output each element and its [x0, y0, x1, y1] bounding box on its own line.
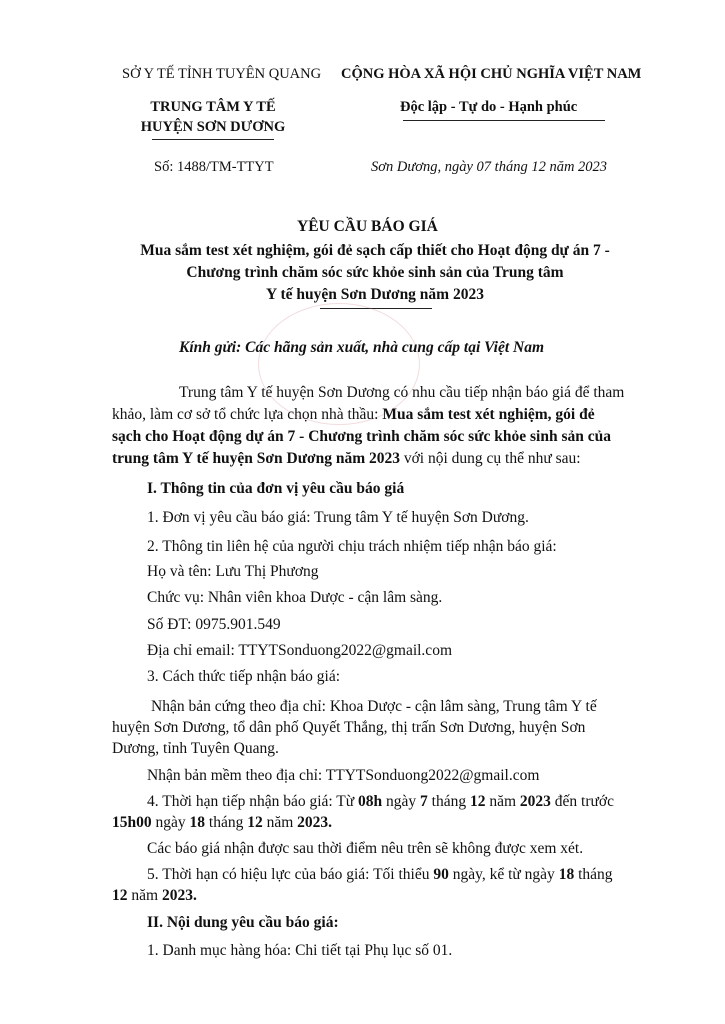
bold-value: 12	[469, 793, 486, 810]
intro-line2	[112, 406, 595, 424]
intro-bold-text: Mua sắm test xét nghiệm, gói đẻ	[382, 406, 595, 423]
recipient-line: Kính gửi: Các hãng sản xuất, nhà cung cấp tại Việt Nam	[179, 339, 545, 356]
text: 4. Thời hạn tiếp nhận báo giá: Từ	[147, 793, 359, 810]
organization-line2: HUYỆN SƠN DƯƠNG	[140, 119, 286, 135]
hard-copy-line1: Nhận bản cứng theo địa chỉ: Khoa Dược - cận lâm sàng, Trung tâm Y tế	[151, 698, 597, 715]
bold-value: 2023	[519, 793, 551, 810]
bold-value: 18	[189, 814, 206, 831]
section1-item1: 1. Đơn vị yêu cầu báo giá: Trung tâm Y tế huyện Sơn Dương.	[147, 509, 529, 526]
national-motto: Độc lập - Tự do - Hạnh phúc	[400, 99, 578, 115]
subject-line2: Chương trình chăm sóc sức khỏe sinh sản của Trung tâm	[186, 264, 564, 281]
bold-value: 12	[112, 887, 128, 904]
bold-value: 15h00	[112, 814, 152, 831]
date-place: Sơn Dương, ngày 07 tháng 12 năm 2023	[371, 159, 608, 175]
contact-position: Chức vụ: Nhân viên khoa Dược - cận lâm sàng.	[147, 589, 443, 606]
bold-value: 2023.	[161, 887, 197, 904]
text: 5. Thời hạn có hiệu lực của báo giá: Tối thiểu	[147, 866, 434, 883]
organization-line1: TRUNG TÂM Y TẾ	[150, 99, 276, 115]
section1-item4-line1	[147, 793, 614, 811]
section1-item3: 3. Cách thức tiếp nhận báo giá:	[147, 668, 341, 685]
text: ngày	[151, 814, 190, 831]
soft-copy-line: Nhận bản mềm theo địa chỉ: TTYTSonduong2022@gmail.com	[147, 767, 540, 784]
section2-heading: II. Nội dung yêu cầu báo giá:	[147, 914, 339, 931]
text: tháng	[205, 814, 248, 831]
intro-line4	[112, 450, 581, 468]
bold-value: 90	[433, 866, 449, 883]
document-title: YÊU CẦU BÁO GIÁ	[297, 218, 438, 235]
late-submission-note: Các báo giá nhận được sau thời điểm nêu trên sẽ không được xem xét.	[147, 840, 584, 857]
intro-line3: sạch cho Hoạt động dự án 7 - Chương trình chăm sóc sức khỏe sinh sản của	[112, 428, 611, 445]
text: tháng	[574, 866, 613, 883]
document-number: Số: 1488/TM-TTYT	[154, 159, 274, 175]
text: năm	[485, 793, 520, 810]
intro-line1: Trung tâm Y tế huyện Sơn Dương có nhu cầu tiếp nhận báo giá để tham	[179, 384, 625, 401]
bold-value: 2023.	[297, 814, 333, 831]
bold-value: 7	[420, 793, 428, 810]
org-underline	[152, 139, 274, 140]
intro-text: khảo, làm cơ sở tổ chức lựa chọn nhà thầu:	[112, 406, 383, 423]
title-underline	[320, 308, 432, 309]
republic-title: CỘNG HÒA XÃ HỘI CHỦ NGHĨA VIỆT NAM	[341, 66, 642, 82]
bold-value: 18	[558, 866, 575, 883]
contact-name: Họ và tên: Lưu Thị Phương	[147, 563, 319, 580]
contact-email: Địa chỉ email: TTYTSonduong2022@gmail.com	[147, 642, 452, 659]
subject-line3: Y tế huyện Sơn Dương năm 2023	[266, 286, 484, 303]
hard-copy-line2: huyện Sơn Dương, tổ dân phố Quyết Thắng, thị trấn Sơn Dương, huyện Sơn	[112, 719, 586, 736]
subject-line1: Mua sắm test xét nghiệm, gói đẻ sạch cấp thiết cho Hoạt động dự án 7 -	[140, 242, 610, 259]
motto-underline	[403, 120, 605, 121]
bold-value: 08h	[358, 793, 383, 810]
text: đến trước	[550, 793, 614, 810]
text: ngày, kể từ ngày	[448, 866, 559, 883]
text: năm	[262, 814, 298, 831]
section1-heading: I. Thông tin của đơn vị yêu cầu báo giá	[147, 480, 405, 497]
bold-value: 12	[247, 814, 263, 831]
section1-item4-line2	[112, 814, 332, 832]
section1-item2: 2. Thông tin liên hệ của người chịu trách nhiệm tiếp nhận báo giá:	[147, 538, 557, 555]
intro-bold-text: trung tâm Y tế huyện Sơn Dương năm 2023	[112, 450, 400, 467]
text: ngày	[382, 793, 421, 810]
hard-copy-line3: Dương, tỉnh Tuyên Quang.	[112, 740, 279, 757]
department-name: SỞ Y TẾ TỈNH TUYÊN QUANG	[122, 66, 322, 82]
text: năm	[127, 887, 162, 904]
section1-item5-line2	[112, 887, 197, 905]
intro-text: với nội dung cụ thể như sau:	[399, 450, 581, 467]
contact-phone: Số ĐT: 0975.901.549	[147, 616, 281, 633]
text: tháng	[427, 793, 470, 810]
section2-item1: 1. Danh mục hàng hóa: Chi tiết tại Phụ lục số 01.	[147, 942, 453, 959]
section1-item5-line1	[147, 866, 613, 884]
